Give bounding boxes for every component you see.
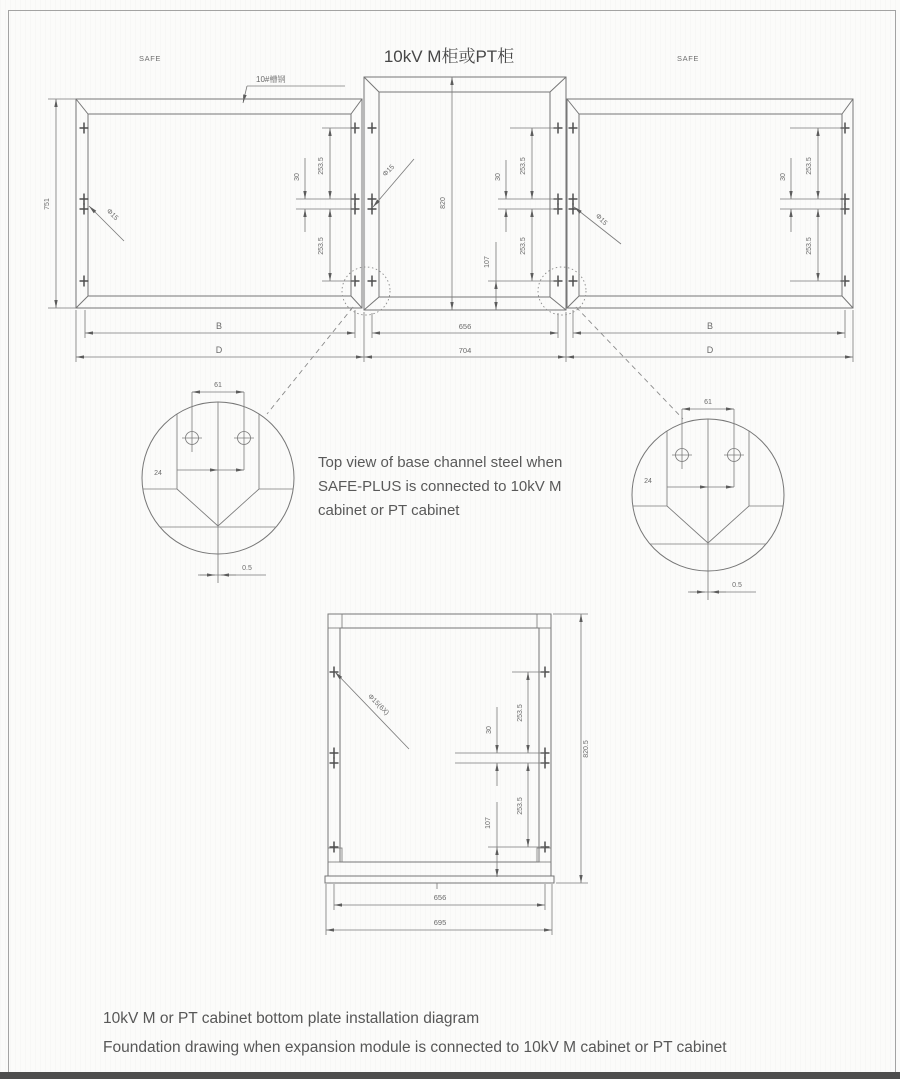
hole-dia-label: Φ15	[593, 212, 609, 228]
detail-note	[318, 454, 562, 519]
dim-253-label: 253.5	[520, 157, 527, 175]
dim-d-left-label: D	[215, 345, 223, 355]
bottom-hole-dims	[455, 672, 545, 877]
dim-253-label: 253.5	[517, 797, 524, 815]
dim-253-label: 253.5	[806, 237, 813, 255]
right-cabinet-hole-dims	[574, 128, 845, 281]
detail-circle-right	[632, 399, 784, 600]
dim-b-right-label: B	[706, 321, 714, 331]
left-cabinet-outline	[76, 99, 362, 308]
middle-cabinet-outline	[364, 77, 566, 310]
footer-band	[0, 1072, 900, 1079]
dim-820-label: 820	[440, 197, 447, 209]
caption-line2: Foundation drawing when expansion module is connected to 10kV M cabinet or PT cabinet	[103, 1039, 727, 1056]
bottom-view-drawing	[325, 614, 590, 935]
bolt-hole-marks	[330, 667, 550, 853]
detail-note-line1: Top view of base channel steel when	[318, 454, 563, 471]
dim-751-label: 751	[44, 198, 51, 210]
middle-cabinet-hole-dims	[373, 128, 558, 310]
dim-751	[44, 99, 76, 308]
detail-leader-left	[267, 307, 353, 414]
dim-704-label: 704	[458, 346, 472, 355]
dim-05-label: 0.5	[732, 582, 742, 589]
detail-leader-right	[576, 307, 683, 419]
dim-107-label: 107	[485, 817, 492, 829]
dim-820-5-label: 820.5	[583, 740, 590, 758]
caption-line1: 10kV M or PT cabinet bottom plate installation diagram	[103, 1010, 480, 1027]
dim-d-right-label: D	[706, 345, 714, 355]
dim-820-5	[553, 614, 590, 883]
dim-30-label: 30	[294, 173, 301, 181]
hole-dia-6x-label: Φ15(6X)	[366, 693, 390, 717]
dim-253-label: 253.5	[806, 157, 813, 175]
channel-steel-label: 10#槽钢	[256, 75, 286, 84]
hole-dia-label: Φ15	[381, 163, 397, 179]
right-cabinet-outline	[567, 99, 853, 308]
page-border	[0, 10, 900, 1079]
left-cabinet-hole-dims	[89, 128, 355, 281]
detail-note-line3: cabinet or PT cabinet	[318, 502, 460, 519]
top-view-drawing	[44, 77, 853, 419]
dim-30-label: 30	[495, 173, 502, 181]
dim-656-label: 656	[458, 322, 472, 331]
detail-circle-left	[142, 382, 294, 583]
dim-24-label: 24	[154, 470, 162, 477]
dim-b-left-label: B	[215, 321, 223, 331]
bolt-hole-marks	[80, 123, 850, 287]
dim-656-label: 656	[433, 893, 447, 902]
hole-dia-label: Φ15	[104, 207, 120, 223]
dim-820	[440, 77, 452, 310]
width-dimension-chain	[76, 310, 853, 362]
dim-253-label: 253.5	[520, 237, 527, 255]
bottom-width-dims	[326, 884, 552, 935]
dim-30-label: 30	[780, 173, 787, 181]
dim-61-label: 61	[214, 382, 222, 389]
dim-253-label: 253.5	[318, 157, 325, 175]
dim-695-label: 695	[433, 918, 447, 927]
detail-note-line2: SAFE-PLUS is connected to 10kV M	[318, 478, 562, 495]
dim-30-label: 30	[486, 726, 493, 734]
dim-253-label: 253.5	[318, 237, 325, 255]
bottom-frame-outline	[325, 614, 554, 889]
dim-107-label: 107	[484, 256, 491, 268]
safe-label-left: SAFE	[139, 54, 161, 63]
safe-label-right: SAFE	[677, 54, 699, 63]
dim-24-label: 24	[644, 478, 652, 485]
caption-block	[103, 1010, 727, 1056]
dim-253-label: 253.5	[517, 704, 524, 722]
drawing-title: 10kV M柜或PT柜	[383, 47, 515, 66]
dim-61-label: 61	[704, 399, 712, 406]
dim-05-label: 0.5	[242, 565, 252, 572]
